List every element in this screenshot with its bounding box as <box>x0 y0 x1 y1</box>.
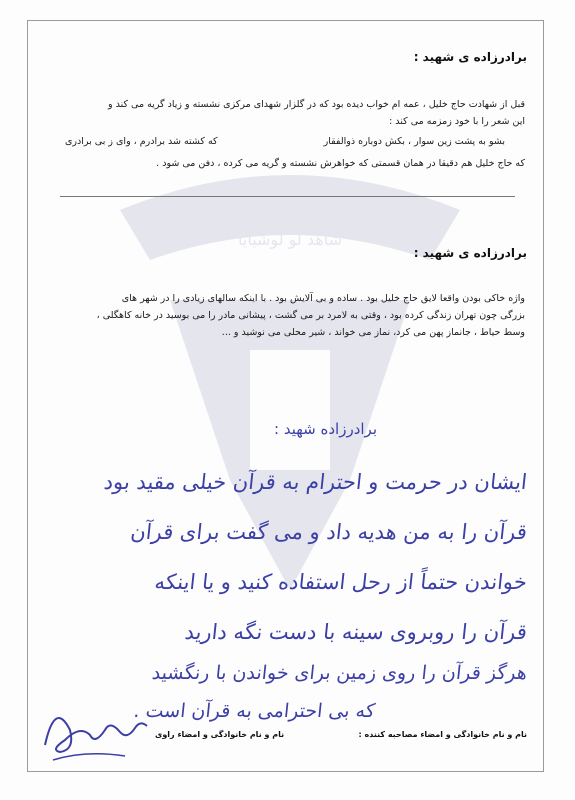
section2-line-3: وسط حیاط ، جانماز پهن می کرد، نماز می خواند ، شیر محلی می نوشید و ... <box>221 327 525 338</box>
handwritten-line-2: قرآن را به من هدیه داد و می گفت برای قرآن <box>129 520 529 544</box>
section1-closing: که حاج خلیل هم دقیقا در همان قسمتی که خواهرش نشسته و گریه می کرده ، دفن می شود . <box>156 158 525 169</box>
section2-heading: برادرزاده ی شهید : <box>413 246 527 260</box>
handwritten-line-5: هرگز قرآن را روی زمین برای خواندن با رنگشید <box>150 662 529 684</box>
handwritten-line-4: قرآن را روبروی سینه با دست نگه دارید <box>183 620 529 644</box>
handwritten-line-6: که بی احترامی به قرآن است . <box>132 700 377 722</box>
narrator-signature <box>35 690 155 770</box>
section1-heading: برادرزاده ی شهید : <box>413 50 527 64</box>
poem-hemistich-2: که کشته شد برادرم ، وای ز بی برادری <box>65 136 218 147</box>
narrator-signature-label: نام و نام خانوادگی و امضاء راوی <box>155 730 285 739</box>
poem-hemistich-1: بشو به پشت زین سوار ، بکش دوباره ذوالفقار <box>323 136 505 147</box>
section1-line-1: قبل از شهادت حاج خلیل ، عمه ام خواب دیده بود که در گلزار شهدای مرکزی نشسته و زیاد گریه می کند و <box>108 99 525 110</box>
handwritten-line-3: خواندن حتماً از رحل استفاده کنید و یا اینکه <box>153 570 529 594</box>
watermark-text: شاهد لو لوشیایا <box>237 230 343 249</box>
interviewer-signature-label: نام و نام خانوادگی و امضاء مصاحبه کننده : <box>358 730 527 739</box>
section2-line-2: بزرگی چون تهران زندگی کرده بود ، وقتی به لامرد بر می گشت ، پیشانی مادر را می بوسید در خانه کاهگلی ، <box>96 310 525 321</box>
section-divider <box>60 196 515 197</box>
handwritten-title: برادرزاده شهید : <box>274 420 377 438</box>
section1-line-2: این شعر را با خود زمزمه می کند : <box>389 116 525 127</box>
section1-paragraph <box>55 96 525 130</box>
section2-line-1: واژه خاکی بودن واقعا لایق حاج خلیل بود . ساده و بی آلایش بود . با اینکه سالهای زیادی را در شهر های <box>121 293 525 304</box>
section1-poem <box>65 136 505 147</box>
section2-paragraph <box>55 290 525 341</box>
handwritten-line-1: ایشان در حرمت و احترام به قرآن خیلی مقید بود <box>102 470 529 494</box>
